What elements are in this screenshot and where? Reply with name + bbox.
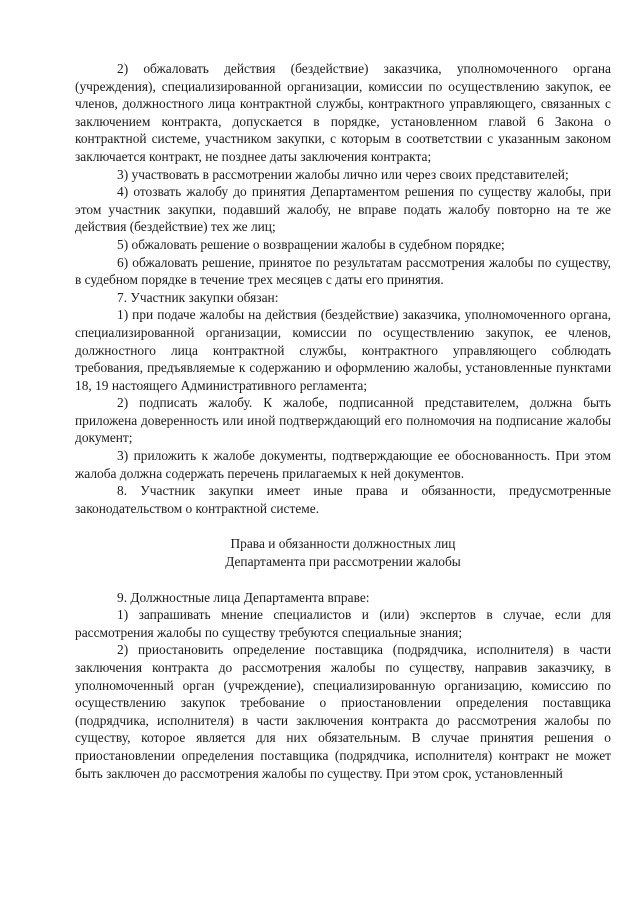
paragraph-right-6: 6) обжаловать решение, принятое по результатам рассмотрения жалобы по существу, в судебном порядке в течение трех месяцев с даты его принятия. — [75, 254, 611, 288]
paragraph-item-7: 7. Участник закупки обязан: — [117, 289, 279, 305]
paragraph-item-9: 9. Должностные лица Департамента вправе: — [117, 589, 370, 605]
section-heading-line-1: Права и обязанности должностных лиц — [230, 536, 456, 552]
paragraph-right-3: 3) участвовать в рассмотрении жалобы лично или через своих представителей; — [117, 166, 569, 182]
paragraph-official-right-2: 2) приостановить определение поставщика (подрядчика, исполнителя) в части заключения контракта до рассмотрения жалобы по существу, направив заказчику, в уполномоченный орган (учреждение), специализированную организацию, комиссию по осуществлению закупок требование о приостановлении определения поставщика (подрядчика, исполнителя) в части заключения контракта до рассмотрения жалобы по существу, которое является для них обязательным. В случае принятия решения о приостановлении определения поставщика (подрядчика, исполнителя) контракт не может быть заключен до рассмотрения жалобы по существу. При этом срок, установленный — [75, 642, 611, 781]
paragraph-right-4: 4) отозвать жалобу до принятия Департаментом решения по существу жалобы, при этом участник закупки, подавший жалобу, не вправе подать жалобу повторно на те же действия (бездействие) тех же лиц; — [75, 184, 611, 235]
paragraph-official-right-1: 1) запрашивать мнение специалистов и (или) экспертов в случае, если для рассмотрения жалобы по существу требуются специальные знания; — [75, 607, 611, 640]
document-body — [75, 60, 611, 782]
paragraph-right-5: 5) обжаловать решение о возвращении жалобы в судебном порядке; — [117, 236, 505, 252]
section-heading — [75, 535, 611, 570]
section-heading-line-2: Департамента при рассмотрении жалобы — [225, 554, 461, 570]
paragraph-obligation-3: 3) приложить к жалобе документы, подтверждающие ее обоснованность. При этом жалоба должна содержать перечень прилагаемых к ней документов. — [75, 448, 611, 481]
paragraph-right-2: 2) обжаловать действия (бездействие) заказчика, уполномоченного органа (учреждения), специализированной организации, комиссии по осуществлению закупок, ее членов, должностного лица контрактной службы, контрактного управляющего, связанных с заключением контракта, допускается в порядке, установленном главой 6 Закона о контрактной системе, участником закупки, с которым в соответствии с указанным законом заключается контракт, не позднее даты заключения контракта; — [75, 61, 611, 164]
paragraph-item-8: 8. Участник закупки имеет иные права и обязанности, предусмотренные законодательством о контрактной системе. — [75, 483, 611, 516]
paragraph-obligation-1: 1) при подаче жалобы на действия (бездействие) заказчика, уполномоченного органа, специализированной организации, комиссии по осуществлению закупок, ее членов, должностного лица контрактной службы, контрактного управляющего соблюдать требования, предъявляемые к содержанию и оформлению жалобы, установленные пунктами 18, 19 настоящего Административного регламента; — [75, 307, 611, 393]
paragraph-obligation-2: 2) подписать жалобу. К жалобе, подписанной представителем, должна быть приложена доверенность или иной подтверждающий его полномочия на подписание жалобы документ; — [75, 395, 611, 446]
